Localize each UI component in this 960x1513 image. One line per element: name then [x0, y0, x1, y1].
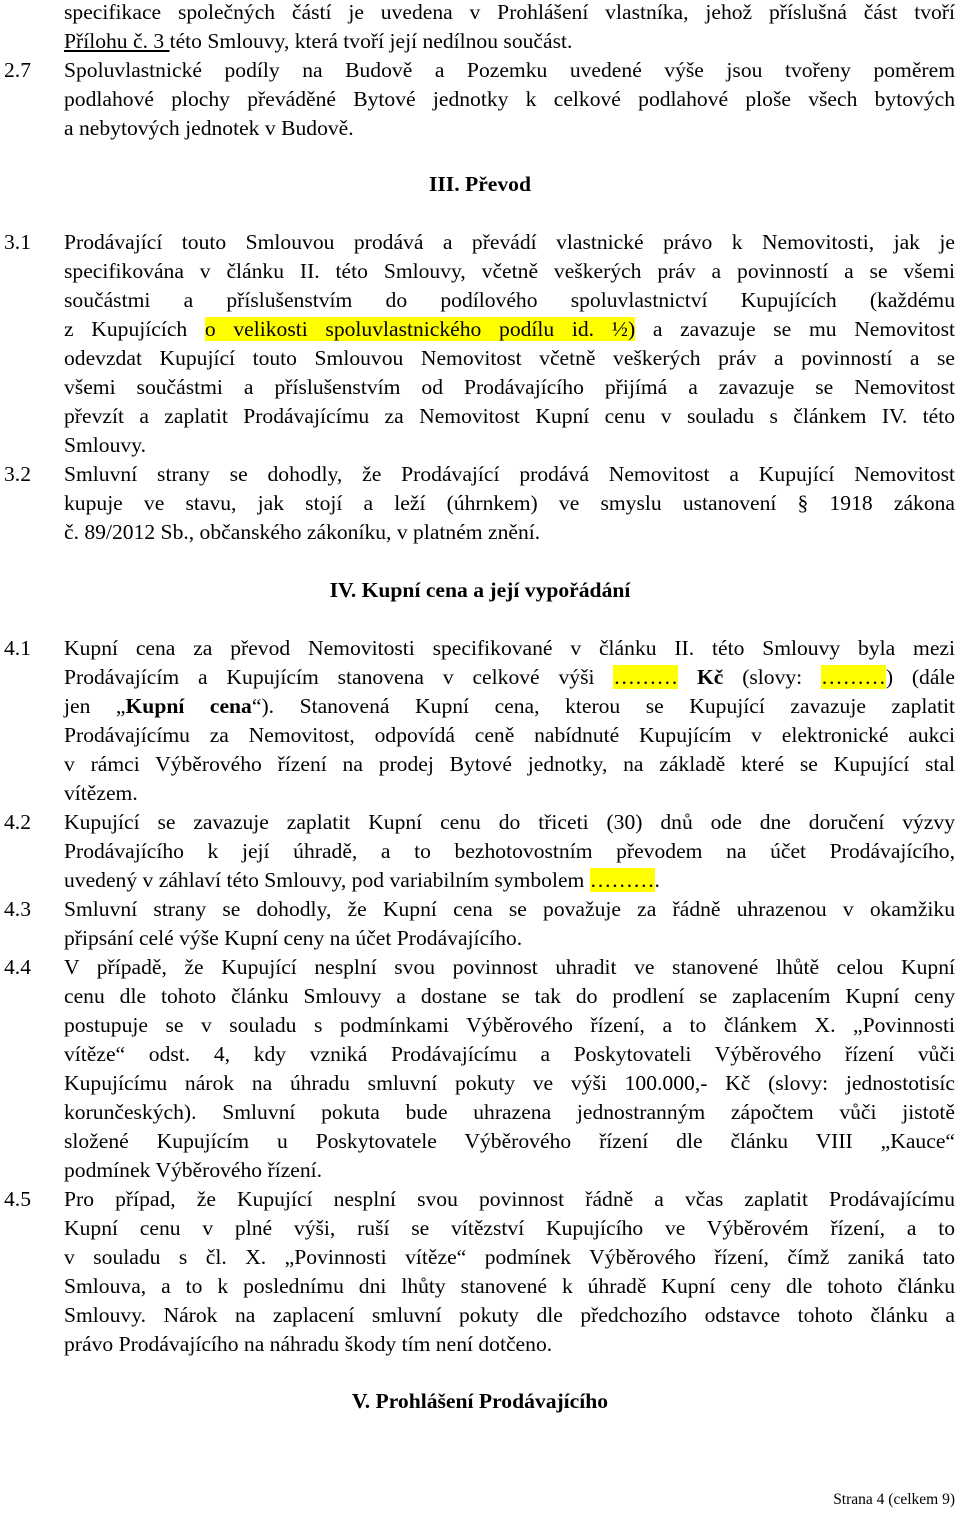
clause-number: 4.2	[4, 810, 31, 834]
clause-number: 4.4	[4, 955, 31, 979]
clause-number: 3.2	[4, 462, 31, 486]
text-span: z Kupujících	[64, 317, 205, 341]
underlined-text: Přílohu č. 3	[64, 29, 170, 53]
text-span: (slovy:	[723, 665, 822, 689]
text-line: vítěze“ odst. 4, kdy vzniká Prodávajícímu a Poskytovateli Výběrového řízení vůči	[64, 1042, 955, 1066]
text-line: Smluvní strany se dohodly, že Prodávající prodává Nemovitost a Kupující Nemovitost	[64, 462, 955, 486]
highlighted-text: o velikosti spoluvlastnického podílu id. ½)	[204, 317, 636, 341]
text-span: “). Stanovená Kupní cena, kterou se Kupující zavazuje zaplatit	[251, 694, 955, 718]
text-line: podlahové plochy převáděné Bytové jednotky k celkové podlahové ploše všech bytových	[64, 87, 955, 111]
text-line: a nebytových jednotek v Budově.	[64, 116, 354, 140]
text-line	[64, 866, 955, 895]
clause-number: 3.1	[4, 230, 31, 254]
text-span: Prodávajícím a Kupujícím stanovena v celkové výši	[64, 665, 614, 689]
text-line: odevzdat Kupující touto Smlouvou Nemovitost včetně veškerých práv a povinností a se	[64, 346, 955, 370]
text-line: Smlouva, a to k poslednímu dni lhůty stanovené k úhradě Kupní ceny dle tohoto článku	[64, 1274, 955, 1298]
text-line: Kupujícímu nárok na úhradu smluvní pokuty ve výši 100.000,- Kč (slovy: jednostotisíc	[64, 1071, 955, 1095]
text-line	[64, 27, 955, 56]
price-blank: ………	[613, 665, 679, 689]
text-line	[64, 692, 955, 721]
text-line: všemi součástmi a příslušenstvím od Prodávajícího přijímá a zavazuje se Nemovitost	[64, 375, 955, 399]
text-line: specifikována v článku II. této Smlouvy, včetně veškerých práv a povinností a se všemi	[64, 259, 955, 283]
text-line: postupuje se v souladu s podmínkami Výběrového řízení, a to článkem X. „Povinnosti	[64, 1013, 955, 1037]
text-line: v rámci Výběrového řízení na prodej Bytové jednotky, na základě které se Kupující stal	[64, 752, 955, 776]
text-line: Prodávajícího k její úhradě, a to bezhotovostním převodem na účet Prodávajícího,	[64, 839, 955, 863]
text-line: korunčeských). Smluvní pokuta bude uhrazena jednostranným zápočtem vůči jistotě	[64, 1100, 955, 1124]
text-line: Prodávajícímu za Nemovitost, odpovídá ceně nabídnuté Kupujícím v elektronické aukci	[64, 723, 955, 747]
section-heading: IV. Kupní cena a její vypořádání	[329, 578, 631, 602]
text-span: uvedený v záhlaví této Smlouvy, pod variabilním symbolem	[64, 868, 590, 892]
text-span: .	[654, 868, 660, 892]
text-span: této Smlouvy, která tvoří její nedílnou součást.	[169, 29, 573, 53]
text-line: Smlouvy. Nárok na zaplacení smluvní pokuty dle předchozího odstavce tohoto článku a	[64, 1303, 955, 1327]
text-line: Pro případ, že Kupující nesplní svou povinnost řádně a včas zaplatit Prodávajícímu	[64, 1187, 955, 1211]
text-line: Prodávající touto Smlouvou prodává a převádí vlastnické právo k Nemovitosti, jak je	[64, 230, 955, 254]
text-line: právo Prodávajícího na náhradu škody tím není dotčeno.	[64, 1332, 553, 1356]
section-heading: III. Převod	[429, 172, 531, 196]
text-line: Spoluvlastnické podíly na Budově a Pozemku uvedené výše jsou tvořeny poměrem	[64, 58, 955, 82]
text-line: Kupní cenu v plné výši, ruší se vítězství Kupujícího ve Výběrovém řízení, a to	[64, 1216, 955, 1240]
text-line: převzít a zaplatit Prodávajícímu za Nemovitost Kupní cenu v souladu s článkem IV. této	[64, 404, 955, 428]
clause-number: 4.1	[4, 636, 31, 660]
text-line	[64, 315, 955, 344]
clause-number: 4.3	[4, 897, 31, 921]
text-span: jen „	[64, 694, 126, 718]
text-line: V případě, že Kupující nesplní svou povinnost uhradit ve stanovené lhůtě celou Kupní	[64, 955, 955, 979]
variable-symbol-blank: ………	[589, 868, 655, 892]
text-line: Smluvní strany se dohodly, že Kupní cena se považuje za řádně uhrazenou v okamžiku	[64, 897, 955, 921]
defined-term: Kupní cena	[125, 694, 252, 718]
text-line: Kupující se zavazuje zaplatit Kupní cenu do třiceti (30) dnů ode dne doručení výzvy	[64, 810, 955, 834]
text-span: a zavazuje se mu Nemovitost	[635, 317, 955, 341]
clause-number: 4.5	[4, 1187, 31, 1211]
text-line: kupuje ve stavu, jak stojí a leží (úhrnkem) ve smyslu ustanovení § 1918 zákona	[64, 491, 955, 515]
text-line: připsání celé výše Kupní ceny na účet Prodávajícího.	[64, 926, 523, 950]
currency-label: Kč	[678, 665, 724, 689]
text-line: složené Kupujícím u Poskytovatele Výběrového řízení dle článku VIII „Kauce“	[64, 1129, 955, 1153]
text-line: cenu dle tohoto článku Smlouvy a dostane se tak do prodlení se zaplacením Kupní ceny	[64, 984, 955, 1008]
text-line: Smlouvy.	[64, 433, 146, 457]
text-line: č. 89/2012 Sb., občanského zákoníku, v platném znění.	[64, 520, 541, 544]
text-line: vítězem.	[64, 781, 138, 805]
text-line	[64, 663, 955, 692]
text-line: součástmi a příslušenstvím do podílového spoluvlastnictví Kupujících (každému	[64, 288, 955, 312]
section-heading: V. Prohlášení Prodávajícího	[351, 1389, 609, 1413]
price-words-blank: ………	[821, 665, 886, 689]
clause-number: 2.7	[4, 58, 31, 82]
text-line: specifikace společných částí je uvedena v Prohlášení vlastníka, jehož příslušná část tvoří	[64, 0, 955, 24]
text-line: podmínek Výběrového řízení.	[64, 1158, 323, 1182]
text-span: ) (dále	[885, 665, 956, 689]
text-line: v souladu s čl. X. „Povinnosti vítěze“ podmínek Výběrového řízení, čímž zaniká tato	[64, 1245, 955, 1269]
text-line: Kupní cena za převod Nemovitosti specifikované v článku II. této Smlouvy byla mezi	[64, 636, 955, 660]
page-footer: Strana 4 (celkem 9)	[833, 1491, 955, 1508]
